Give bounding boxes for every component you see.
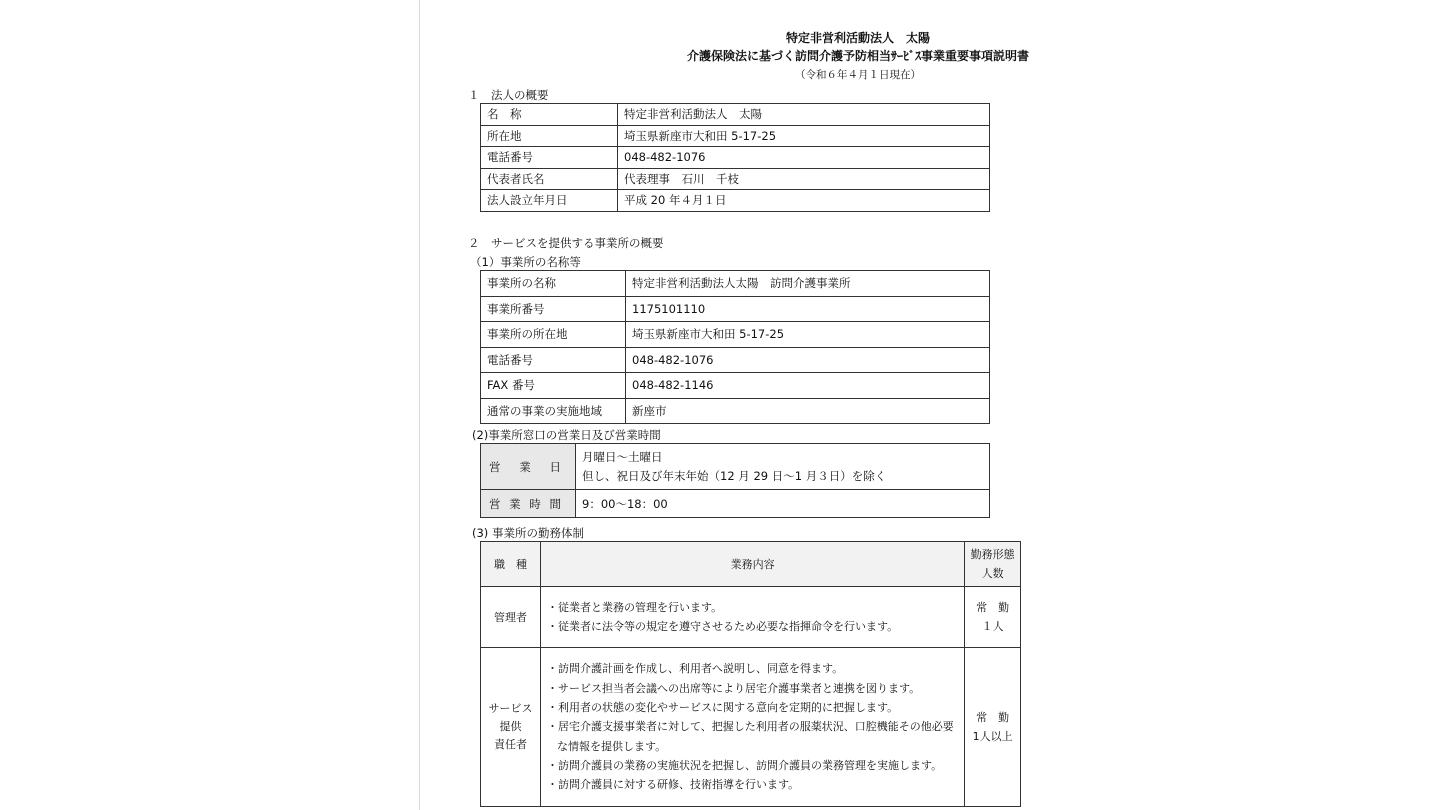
table-row [481,347,990,373]
days-exception-line: 但し、祝日及び年末年始（12 月 29 日～1 月３日）を除く [582,468,887,483]
business-days-label [481,444,576,490]
row-value: 特定非営利活動法人 太陽 [618,104,990,126]
label-char: 業 [519,459,539,474]
row-label: 電話番号 [481,347,626,373]
count-line: １人 [981,620,1004,633]
row-value: 特定非営利活動法人太陽 訪問介護事業所 [626,271,990,297]
form-cell [965,587,1021,648]
table-row [481,322,990,348]
label-char: 時 [529,496,549,511]
row-value: 048-482-1146 [626,373,990,399]
role-line: サービス [488,702,533,715]
role-cell: 管理者 [481,587,541,648]
duty-line: ・訪問介護計画を作成し、利用者へ説明し、同意を得ます。 [547,662,844,676]
row-label: 事業所番号 [481,296,626,322]
table-row [481,648,1021,807]
row-value: 代表理事 石川 千枝 [618,168,990,190]
row-label: FAX 番号 [481,373,626,399]
row-value: 新座市 [626,398,990,424]
row-label: 電話番号 [481,147,618,169]
row-label: 事業所の所在地 [481,322,626,348]
row-label: 所在地 [481,125,618,147]
business-hours-label [481,490,576,518]
duty-line: ・訪問介護員の業務の実施状況を把握し、訪問介護員の業務管理を実施します。 [547,758,943,772]
table-row [481,271,990,297]
duty-cell [541,648,965,807]
row-value: 048-482-1076 [618,147,990,169]
table-row [481,444,990,490]
section2-heading: ２ サービスを提供する事業所の概要 [468,236,664,250]
section1-heading: １ 法人の概要 [468,88,549,102]
duty-line: ・サービス担当者会議への出席等により居宅介護事業者と連携を図ります。 [547,681,921,695]
table-row [481,168,990,190]
document-title: 介護保険法に基づく訪問介護予防相当ｻｰﾋﾞｽ事業重要事項説明書 [686,49,1029,63]
table-row [481,398,990,424]
business-hours-table [480,443,990,518]
label-char: 日 [549,459,569,474]
org-title: 特定非営利活動法人 太陽 [785,31,930,45]
row-label: 代表者氏名 [481,168,618,190]
label-char: 業 [509,496,529,511]
table-row [481,147,990,169]
row-value: 平成 20 年４月１日 [618,190,990,212]
row-label: 事業所の名称 [481,271,626,297]
duty-line: ・従業者と業務の管理を行います。 [547,600,723,614]
duty-line: ・居宅介護支援事業者に対して、把握した利用者の服薬状況、口腔機能その他必要な情報を提供します。 [547,720,954,753]
sub1-heading: （1）事業所の名称等 [470,255,581,269]
table-header-row [481,542,1021,587]
business-days-value [576,444,990,490]
count-line: 1人以上 [972,730,1013,743]
label-char: 営 [489,459,509,474]
table-row [481,190,990,212]
duty-line: ・従業者に法令等の規定を遵守させるため必要な指揮命令を行います。 [547,620,899,633]
header-form [965,542,1021,587]
table-row [481,490,990,518]
role-line: 責任者 [494,738,527,751]
business-hours-value: 9：00～18：00 [576,490,990,518]
row-label: 名 称 [481,104,618,126]
row-value: 1175101110 [626,296,990,322]
sub2-heading: (2)事業所窓口の営業日及び営業時間 [472,428,661,442]
corporation-table [480,103,990,212]
table-row [481,587,1021,648]
role-cell [481,648,541,807]
table-row [481,125,990,147]
sub3-heading: (3) 事業所の勤務体制 [472,526,584,540]
document-page [420,0,1440,810]
header-duty: 業務内容 [541,542,965,587]
staffing-table [480,541,1021,807]
label-char: 営 [489,496,509,511]
row-value: 埼玉県新座市大和田 5-17-25 [618,125,990,147]
label-char: 間 [549,496,569,511]
role-line: 提供 [499,720,522,733]
duty-cell [541,587,965,648]
table-row [481,296,990,322]
days-line: 月曜日～土曜日 [582,449,663,464]
header-role: 職 種 [481,542,541,587]
form-line: 常 勤 [976,711,1010,724]
header-form-line: 勤務形態 [970,548,1015,561]
header-count-line: 人数 [981,567,1004,580]
document-date: （令和６年４月１日現在） [795,69,921,81]
duty-line: ・利用者の状態の変化やサービスに関する意向を定期的に把握します。 [547,701,899,715]
row-value: 048-482-1076 [626,347,990,373]
table-row [481,373,990,399]
form-cell [965,648,1021,807]
form-line: 常 勤 [976,601,1010,614]
duty-line: ・訪問介護員に対する研修、技術指導を行います。 [547,778,800,792]
row-label: 法人設立年月日 [481,190,618,212]
office-table [480,270,990,424]
table-row [481,104,990,126]
row-value: 埼玉県新座市大和田 5-17-25 [626,322,990,348]
row-label: 通常の事業の実施地域 [481,398,626,424]
